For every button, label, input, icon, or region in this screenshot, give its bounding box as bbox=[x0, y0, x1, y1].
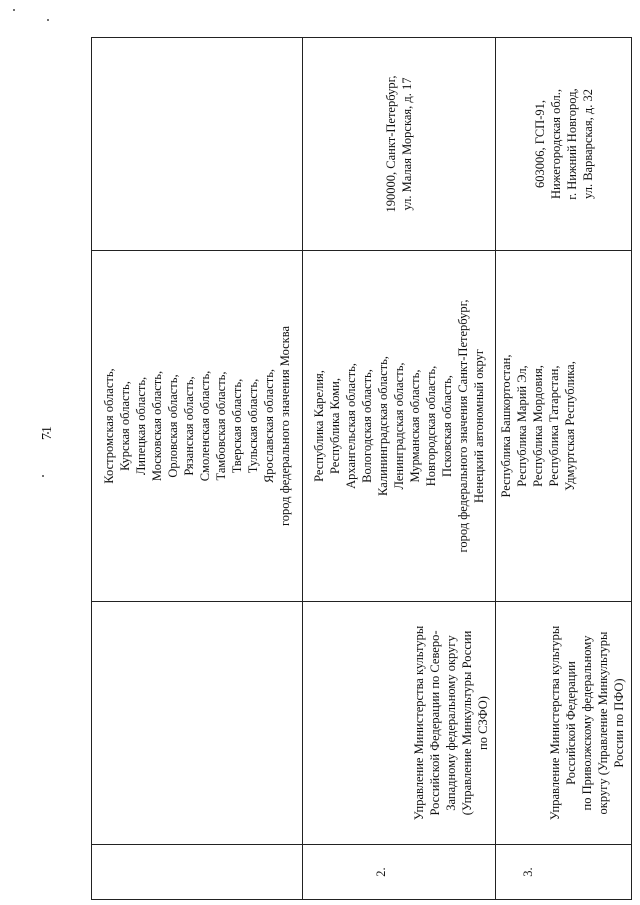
region-line: Республика Башкортостан, bbox=[499, 354, 513, 498]
agency-line: Российской Федерации bbox=[564, 661, 578, 785]
region-line: Тверская область, bbox=[230, 378, 244, 474]
offices-table bbox=[91, 37, 632, 900]
agency-line: Западному федеральному округу bbox=[444, 635, 458, 811]
region-line: Республика Мордовия, bbox=[531, 365, 545, 487]
address-line: 603006, ГСП-91, bbox=[532, 100, 547, 188]
region-line: Новгородская область, bbox=[424, 365, 438, 487]
agency-cell bbox=[303, 602, 496, 845]
region-line: Удмуртская Республика, bbox=[563, 361, 577, 491]
scan-speck bbox=[13, 9, 15, 11]
agency-cell bbox=[92, 602, 303, 845]
address-cell bbox=[92, 38, 303, 251]
region-line: город федерального значения Москва bbox=[278, 325, 292, 527]
row-number: 2. bbox=[303, 845, 496, 900]
region-line: Рязанская область, bbox=[182, 376, 196, 476]
region-line: Тульская область, bbox=[246, 378, 260, 474]
table-row bbox=[303, 38, 496, 900]
regions-cell bbox=[496, 251, 632, 602]
agency-line: Управление Министерства культуры bbox=[548, 625, 562, 821]
region-line: город федерального значения Санкт-Петербург, bbox=[456, 299, 470, 553]
region-line: Липецкая область, bbox=[134, 376, 148, 476]
region-line: Вологодская область, bbox=[360, 369, 374, 483]
region-line: Калининградская область, bbox=[376, 356, 390, 496]
region-line: Ленинградская область, bbox=[392, 362, 406, 490]
agency-line: Российской Федерации по Северо- bbox=[428, 630, 442, 816]
region-line: Московская область, bbox=[150, 370, 164, 482]
row-number bbox=[92, 845, 303, 900]
region-line: Костромская область, bbox=[102, 368, 116, 484]
region-line: Курская область, bbox=[118, 381, 132, 471]
address-line: 190000, Санкт-Петербург, bbox=[384, 75, 398, 213]
page-number: 71 bbox=[40, 426, 55, 440]
address-line: ул. Малая Морская, д. 17 bbox=[400, 77, 414, 211]
row-number: 3. bbox=[496, 845, 632, 900]
agency-cell bbox=[496, 602, 632, 845]
address-cell bbox=[496, 38, 632, 251]
region-line: Орловская область, bbox=[166, 374, 180, 478]
table-row bbox=[92, 38, 303, 900]
region-line: Мурманская область, bbox=[408, 369, 422, 483]
address-line: Нижегородская обл., bbox=[548, 89, 563, 199]
scan-speck bbox=[42, 475, 44, 477]
table-row bbox=[496, 38, 632, 900]
agency-line: по Приволжскому федеральному bbox=[580, 635, 594, 811]
rotated-table-block bbox=[91, 38, 631, 900]
regions-cell bbox=[92, 251, 303, 602]
agency-line: России по ПФО) bbox=[612, 678, 626, 768]
agency-line: (Управление Минкультуры России bbox=[460, 630, 474, 816]
region-line: Ярославская область, bbox=[262, 368, 276, 484]
address-line: г. Нижний Новгород, bbox=[564, 88, 579, 200]
region-line: Тамбовская область, bbox=[214, 371, 228, 481]
address-line: ул. Варварская, д. 32 bbox=[580, 89, 595, 199]
agency-line: округу (Управление Минкультуры bbox=[596, 631, 610, 815]
region-line: Смоленская область, bbox=[198, 370, 212, 482]
region-line: Архангельская область, bbox=[344, 363, 358, 489]
region-line: Республика Коми, bbox=[328, 378, 342, 474]
agency-line: Управление Министерства культуры bbox=[412, 625, 426, 821]
region-line: Республика Карелия, bbox=[312, 370, 326, 482]
region-line: Ненецкий автономный округ bbox=[472, 348, 486, 504]
region-line: Республика Татарстан, bbox=[547, 365, 561, 487]
region-line: Республика Марий Эл, bbox=[515, 365, 529, 487]
address-cell bbox=[303, 38, 496, 251]
agency-line: по СЗФО) bbox=[476, 696, 490, 750]
regions-cell bbox=[303, 251, 496, 602]
scan-speck bbox=[47, 19, 49, 21]
region-line: Псковская область, bbox=[440, 375, 454, 477]
